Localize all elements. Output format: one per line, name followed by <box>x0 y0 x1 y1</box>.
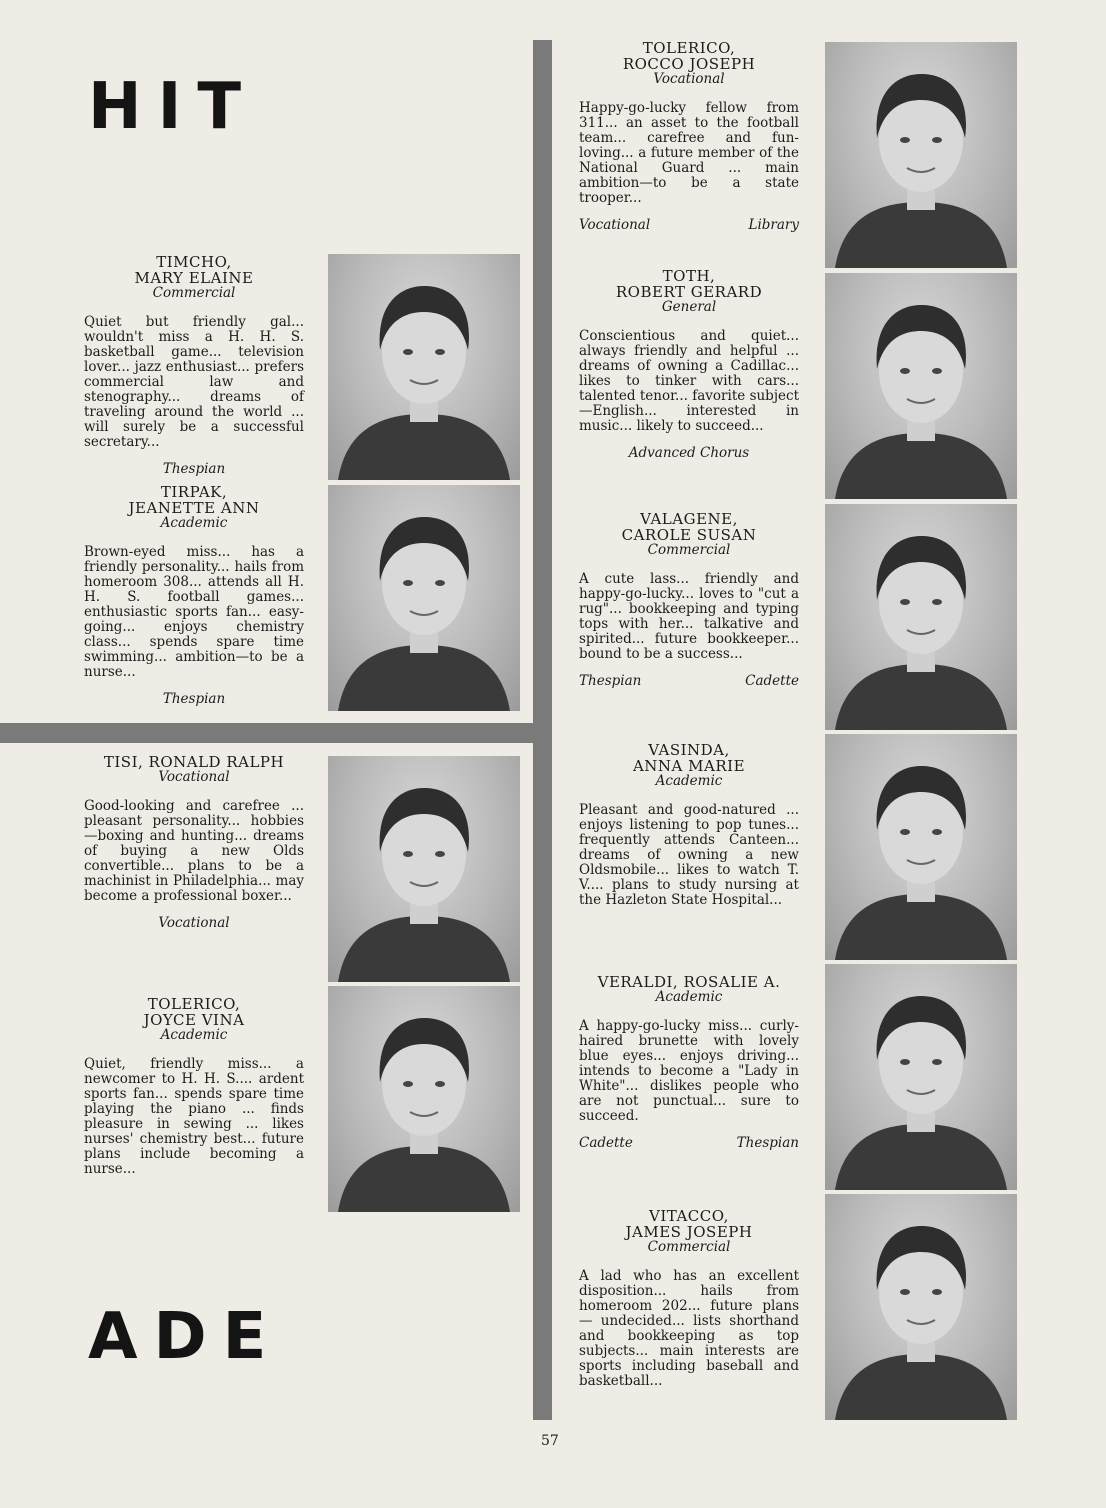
horizontal-divider <box>0 723 552 743</box>
page-title-top: HIT <box>88 70 258 144</box>
student-description: A lad who has an excellent disposition... hails from homeroom 202... future plans — undecided... lists shorthand and bookkeeping as top subjects... main interests are sports including baseball and basketball... <box>579 1268 799 1389</box>
student-description: Happy-go-lucky fellow from 311... an asset to the football team... carefree and fun-loving... a future member of the National Guard ... main ambition—to be a state trooper... <box>579 100 799 206</box>
student-description: Conscientious and quiet... always friendly and helpful ... dreams of owning a Cadillac... likes to tinker with cars... talented tenor... favorite subject—English... interested in music... likely to succeed... <box>579 328 799 434</box>
student-name-line2: CAROLE SUSAN <box>621 526 757 544</box>
student-name: VERALDI, ROSALIE A. <box>597 973 781 991</box>
student-name: TIMCHO, <box>156 253 232 271</box>
student-portrait-valagene <box>825 504 1017 730</box>
student-portrait-vasinda <box>825 734 1017 960</box>
student-name: TOLERICO, <box>147 995 241 1013</box>
student-course: Commercial <box>647 542 731 558</box>
student-course: Academic <box>655 989 723 1005</box>
student-name: TOLERICO, <box>642 39 736 57</box>
student-course: General <box>661 299 717 315</box>
student-activity: Thespian <box>579 673 642 689</box>
student-activity: Cadette <box>579 1135 633 1151</box>
student-entry-tisi <box>84 754 304 931</box>
student-name: VASINDA, <box>648 741 730 759</box>
student-portrait-veraldi <box>825 964 1017 1190</box>
student-description: A happy-go-lucky miss... curly-haired brunette with lovely blue eyes... enjoys driving... intends to become a "Lady in White"... dislikes people who are not punctual... sure to succeed. <box>579 1018 799 1124</box>
student-name: TISI, RONALD RALPH <box>103 753 285 771</box>
student-portrait-tirpak <box>328 485 520 711</box>
student-description: Brown-eyed miss... has a friendly personality... hails from homeroom 308... attends all H. H. S. football games... enthusiastic sports fan... easy-going... enjoys chemistry class... spends spare time swimming... ambition—to be a nurse... <box>84 544 304 680</box>
page-title-bottom: ADE <box>88 1300 283 1374</box>
student-activity: Thespian <box>736 1135 799 1151</box>
student-name-line2: JOYCE VINA <box>143 1011 245 1029</box>
student-activity: Vocational <box>158 915 230 931</box>
student-description: Good-looking and carefree ... pleasant personality... hobbies—boxing and hunting... dreams of buying a new Olds convertible... plans to be a machinist in Philadelphia... may become a professional boxer... <box>84 798 304 904</box>
student-description: Pleasant and good-natured ... enjoys listening to pop tunes... frequently attends Canteen... dreams of owning a new Oldsmobile... likes to watch T. V.... plans to study nursing at the Hazleton State Hospital... <box>579 802 799 908</box>
student-course: Commercial <box>647 1239 731 1255</box>
student-portrait-tolerico-rocco <box>825 42 1017 268</box>
student-course: Academic <box>160 515 228 531</box>
student-activity: Advanced Chorus <box>628 445 750 461</box>
student-name-line2: ROBERT GERARD <box>615 283 763 301</box>
student-name: VALAGENE, <box>640 510 738 528</box>
student-entry-tirpak <box>84 484 304 707</box>
student-name: TOTH, <box>662 267 716 285</box>
student-description: Quiet, friendly miss... a newcomer to H. H. S.... ardent sports fan... spends spare time playing the piano ... finds pleasure in sewing ... likes nurses' chemistry best... future plans include becoming a nurse... <box>84 1056 304 1177</box>
student-entry-timcho <box>84 254 304 477</box>
student-name-line2: JEANETTE ANN <box>128 499 260 517</box>
student-entry-veraldi <box>579 974 799 1151</box>
student-entry-vitacco <box>579 1208 799 1389</box>
student-entry-valagene <box>579 511 799 689</box>
student-portrait-vitacco <box>825 1194 1017 1420</box>
student-entry-toth <box>579 268 799 461</box>
student-entry-tolerico-rocco <box>579 40 799 233</box>
student-course: Vocational <box>653 71 725 87</box>
student-description: A cute lass... friendly and happy-go-lucky... loves to "cut a rug"... bookkeeping and typing tops with her... talkative and spirited... future bookkeeper... bound to be a success... <box>579 571 799 662</box>
student-entry-tolerico-joyce <box>84 996 304 1177</box>
student-portrait-timcho <box>328 254 520 480</box>
student-name-line2: JAMES JOSEPH <box>625 1223 753 1241</box>
page-number: 57 <box>541 1433 559 1449</box>
student-course: Academic <box>160 1027 228 1043</box>
student-activity: Vocational <box>579 217 651 233</box>
student-activity: Thespian <box>162 691 226 707</box>
student-course: Commercial <box>152 285 236 301</box>
student-name: TIRPAK, <box>160 483 228 501</box>
student-course: Vocational <box>158 769 230 785</box>
student-activity: Library <box>748 217 799 233</box>
student-activity: Cadette <box>745 673 799 689</box>
student-course: Academic <box>655 773 723 789</box>
student-description: Quiet but friendly gal... wouldn't miss a H. H. S. basketball game... television lover... jazz enthusiast... prefers commercial law and stenography... dreams of traveling around the world ... will surely be a successful secretary... <box>84 314 304 450</box>
student-portrait-tisi <box>328 756 520 982</box>
student-name-line2: MARY ELAINE <box>134 269 254 287</box>
student-name: VITACCO, <box>649 1207 729 1225</box>
student-name-line2: ROCCO JOSEPH <box>622 55 756 73</box>
student-name-line2: ANNA MARIE <box>632 757 746 775</box>
student-activity: Thespian <box>162 461 226 477</box>
student-portrait-tolerico-joyce <box>328 986 520 1212</box>
student-entry-vasinda <box>579 742 799 908</box>
student-portrait-toth <box>825 273 1017 499</box>
